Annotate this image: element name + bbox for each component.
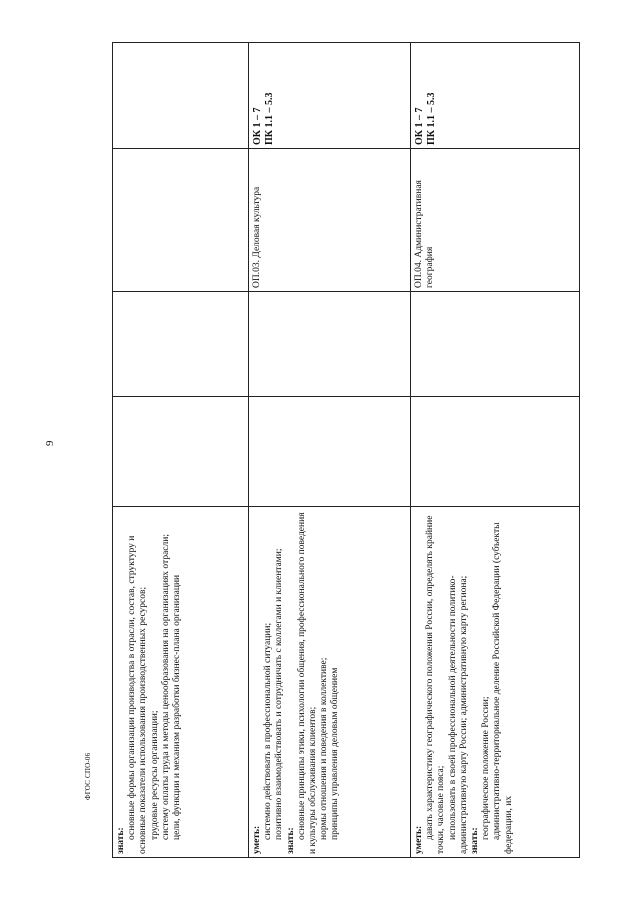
discipline-cell xyxy=(113,149,249,292)
page-number: 9 xyxy=(44,440,56,446)
competency-table xyxy=(112,42,578,858)
requirement-line: позитивно взаимодействовать и сотрудничать с коллегами и клиентами; xyxy=(274,548,285,840)
hours-cell xyxy=(113,292,249,397)
hours-cell xyxy=(249,397,411,507)
requirement-line: давать характеристику географического положения России, определять крайние точки, часовые пояса; xyxy=(425,515,447,854)
requirement-line: систему оплаты труда и методы ценообразования на организациях отрасли; xyxy=(160,534,171,840)
requirement-line: географическое положение России; xyxy=(481,696,492,840)
requirement-line: трудовые ресурсы организации; xyxy=(149,710,160,840)
discipline-name: ОП.04. Административная география xyxy=(414,180,436,288)
discipline-name: ОП.03. Деловая культура xyxy=(252,186,262,288)
requirement-line: принципы управления деловым общением xyxy=(330,667,341,840)
requirement-line: использовать в своей профессиональной деятельности политико-административную карту России; административную карту региона; xyxy=(447,575,469,854)
hours-cell xyxy=(113,397,249,507)
requirements-cell xyxy=(411,507,579,858)
requirement-line: системно действовать в профессиональной ситуации; xyxy=(263,622,274,840)
codes: ОК 1 – 7 ПК 1.1 – 5.3 xyxy=(252,92,276,145)
codes: ОК 1 – 7 ПК 1.1 – 5.3 xyxy=(414,92,438,145)
requirement-line: нормы отношения и поведения в коллективе; xyxy=(319,657,330,840)
requirement-line: основные принципы этики, психологии общения, профессионального поведения и культуры обслуживания клиентов; xyxy=(296,512,319,854)
hours-cell xyxy=(411,292,579,397)
section-label: уметь: xyxy=(252,825,262,854)
discipline-cell xyxy=(411,149,579,292)
hours-cell xyxy=(411,397,579,507)
requirement-line: цели, функции и механизм разработки бизнес-плана организации xyxy=(172,574,183,840)
table-row xyxy=(248,42,411,858)
requirements-cell xyxy=(113,507,249,858)
competency-codes-cell xyxy=(411,42,579,149)
footer-code: ФГОС СПО-06 xyxy=(84,752,92,800)
table-row xyxy=(410,42,580,858)
discipline-cell xyxy=(249,149,411,292)
table-row xyxy=(112,42,249,858)
requirement-line: основные формы организации производства в отрасли, состав, структуру и основные показатели использования производственных ресурсов; xyxy=(127,535,149,854)
requirement-line: административно-территориальное деление Российской Федерации (субъекты федерации, их xyxy=(492,522,514,854)
competency-codes-cell xyxy=(113,42,249,149)
competency-codes-cell xyxy=(249,42,411,149)
section-label: знать: xyxy=(470,827,481,854)
requirements-cell xyxy=(249,507,411,858)
section-label: знать: xyxy=(116,827,126,854)
section-label: уметь: xyxy=(414,825,424,854)
section-label: знать: xyxy=(285,827,296,854)
hours-cell xyxy=(249,292,411,397)
